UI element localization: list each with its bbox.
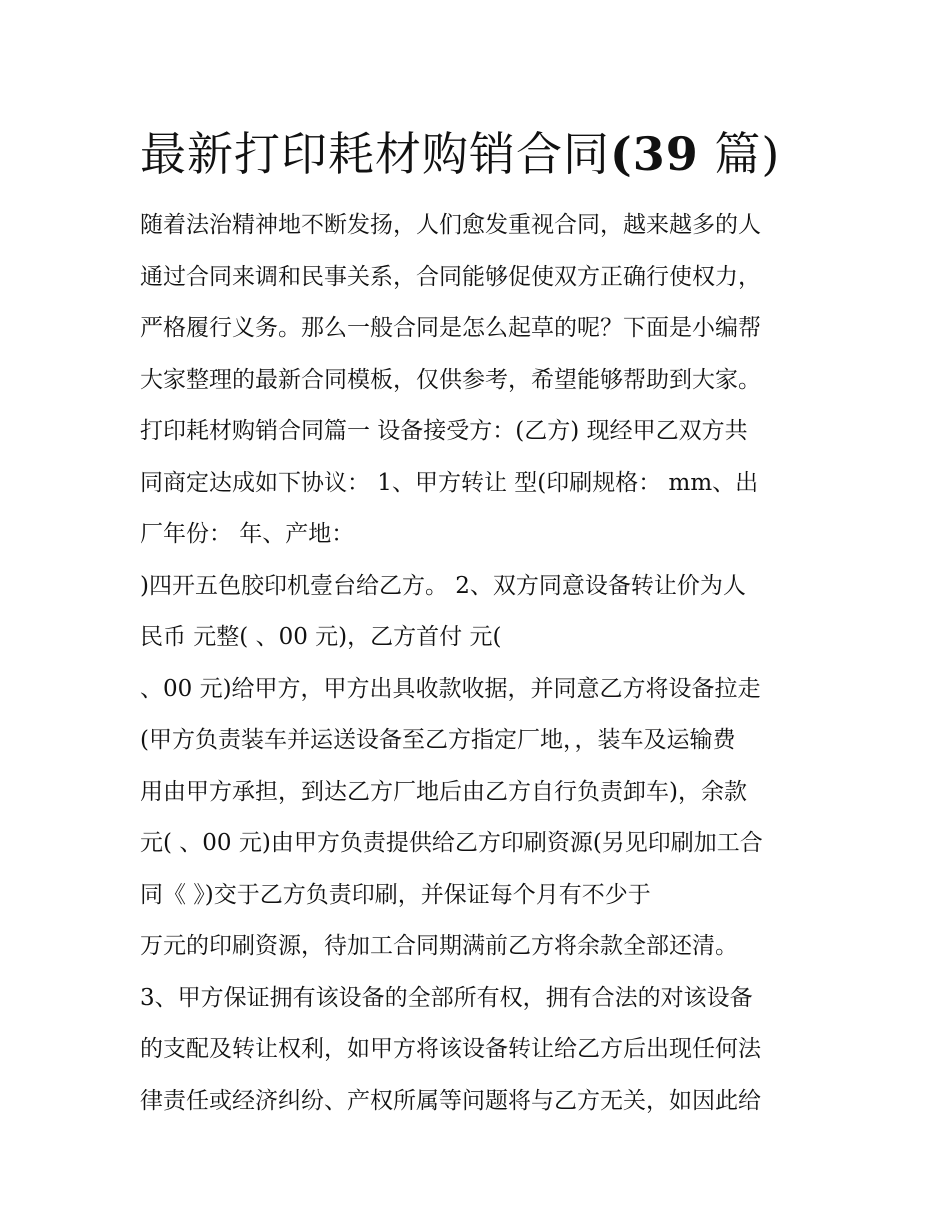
body-line: )四开五色胶印机壹台给乙方。 2、双方同意设备转让价为人 [140,572,746,599]
body-line: 随着法治精神地不断发扬，人们愈发重视合同，越来越多的人 [140,212,761,238]
body-line: 同商定达成如下协议： 1、甲方转让 型(印刷规格： mm、出 [140,469,759,496]
body-line: 通过合同来调和民事关系，合同能够促使双方正确行使权力， [140,263,761,290]
document-body [140,200,840,1127]
title-suffix: 篇) [714,127,781,181]
body-line: 厂年份： 年、产地： [140,521,355,547]
title-count: (39 [610,127,699,181]
body-line: 打印耗材购销合同篇一 设备接受方：(乙方) 现经甲乙双方共 [140,418,748,444]
body-line: 用由甲方承担，到达乙方厂地后由乙方自行负责卸车)，余款 [140,778,747,805]
body-line: 大家整理的最新合同模板，仅供参考，希望能够帮助到大家。 [140,366,761,393]
title-main: 最新打印耗材购销合同 [140,127,610,181]
body-line: (甲方负责装车并运送设备至乙方指定厂地，，装车及运输费 [140,727,736,753]
body-line: 、00 元)给甲方，甲方出具收款收据，并同意乙方将设备拉走 [140,675,761,702]
body-line: 万元的印刷资源，待加工合同期满前乙方将余款全部还清。 [140,933,738,959]
body-line: 同《 》)交于乙方负责印刷，并保证每个月有不少于 [140,881,651,908]
body-line: 元( 、00 元)由甲方负责提供给乙方印刷资源(另见印刷加工合 [140,830,763,856]
body-line: 3、甲方保证拥有该设备的全部所有权，拥有合法的对该设备 [140,984,753,1011]
body-line: 律责任或经济纠纷、产权所属等问题将与乙方无关，如因此给 [140,1087,761,1114]
document-title [140,118,780,184]
body-line: 民币 元整( 、00 元)，乙方首付 元( [140,624,502,650]
body-line: 严格履行义务。那么一般合同是怎么起草的呢？下面是小编帮 [140,315,761,341]
body-line: 的支配及转让权利，如甲方将该设备转让给乙方后出现任何法 [140,1036,761,1062]
